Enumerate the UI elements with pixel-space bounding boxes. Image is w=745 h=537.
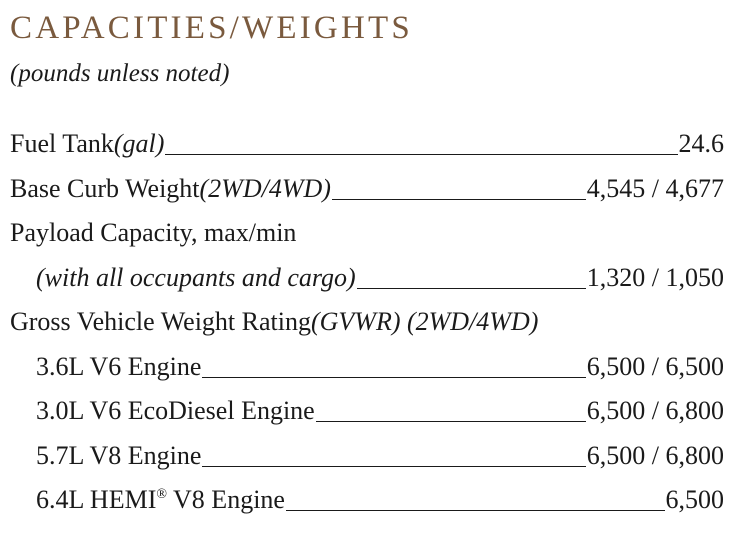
spec-label xyxy=(36,480,285,520)
spec-row-gvwr-5-7l xyxy=(10,436,724,481)
spec-value: 6,500 / 6,800 xyxy=(586,396,724,425)
spec-label: Payload Capacity, max/min xyxy=(10,218,297,247)
spec-row-gvwr-3-6l xyxy=(10,347,724,392)
spec-value: 1,320 / 1,050 xyxy=(586,262,724,292)
spec-row-gvwr-3-0l xyxy=(10,391,724,436)
spec-value: 6,500 / 6,800 xyxy=(586,440,724,470)
spec-value: 4,545 / 4,677 xyxy=(586,173,724,203)
dot-leader xyxy=(202,376,585,378)
spec-row-gvwr-6-4l xyxy=(10,480,724,525)
spec-value: 6,500 xyxy=(665,485,724,514)
spec-label: Gross Vehicle Weight Rating xyxy=(10,307,311,336)
dot-leader xyxy=(357,287,586,289)
spec-value: 6,500 / 6,500 xyxy=(586,351,724,381)
dot-leader xyxy=(332,198,586,200)
dot-leader xyxy=(202,465,585,467)
spec-unit-note: (gal) xyxy=(113,129,165,158)
spec-label: Base Curb Weight xyxy=(10,173,200,203)
spec-label-part: 6.4L HEMI xyxy=(36,485,157,514)
spec-unit-note: (with all occupants and cargo) xyxy=(36,262,356,292)
dot-leader xyxy=(165,153,677,155)
spec-value: 24.6 xyxy=(678,129,724,158)
dot-leader xyxy=(316,420,586,422)
section-title: CAPACITIES/WEIGHTS xyxy=(10,10,413,46)
spec-label: 3.6L V6 Engine xyxy=(36,351,202,381)
spec-label: Fuel Tank xyxy=(10,129,114,158)
spec-label: 5.7L V8 Engine xyxy=(36,440,202,470)
spec-list xyxy=(10,124,724,525)
spec-row-base-curb-weight xyxy=(10,169,724,214)
spec-row-fuel-tank xyxy=(10,124,724,169)
spec-label-part: V8 Engine xyxy=(167,485,285,514)
dot-leader xyxy=(286,509,665,511)
spec-unit-note: (GVWR) (2WD/4WD) xyxy=(310,307,539,336)
spec-row-payload-capacity xyxy=(10,258,724,303)
spec-row-payload-heading xyxy=(10,213,724,258)
spec-unit-note: (2WD/4WD) xyxy=(199,173,331,203)
spec-row-gvwr-heading xyxy=(10,302,724,347)
registered-mark: ® xyxy=(156,487,167,502)
section-subtitle: (pounds unless noted) xyxy=(10,60,230,87)
spec-label: 3.0L V6 EcoDiesel Engine xyxy=(36,396,315,425)
